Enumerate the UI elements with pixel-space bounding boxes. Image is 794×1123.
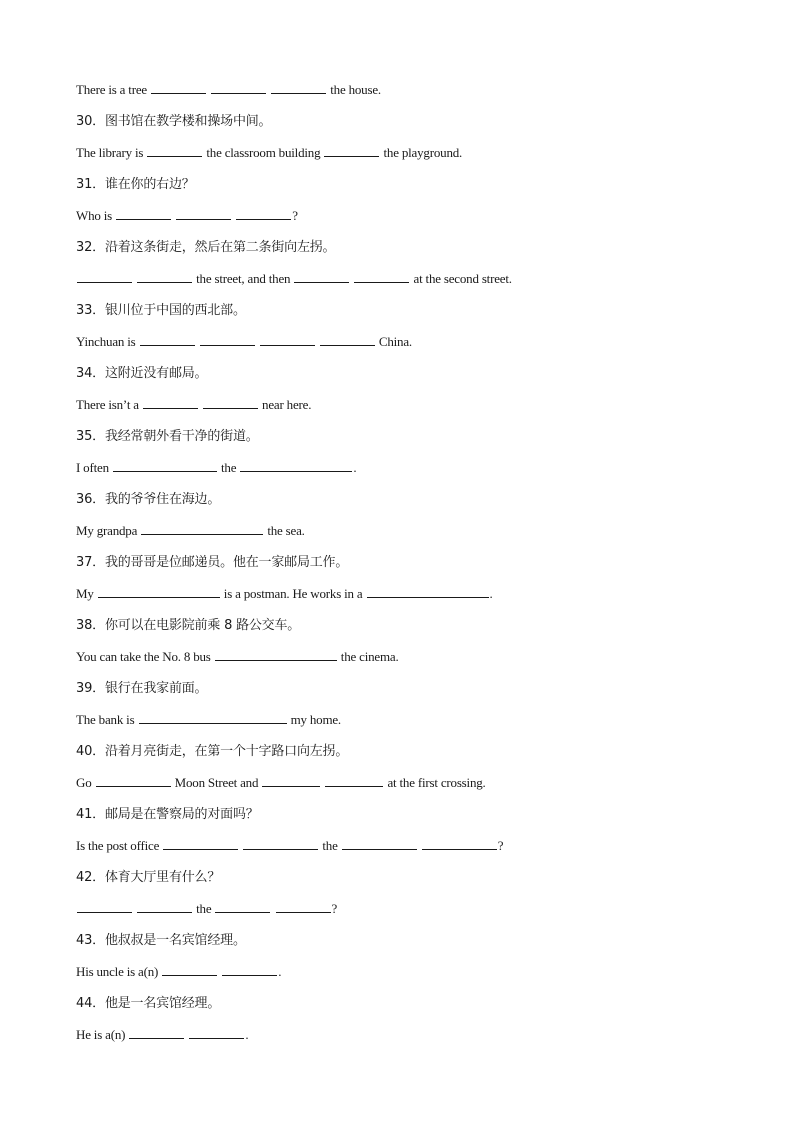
answer-blank[interactable] (271, 80, 326, 94)
answer-blank[interactable] (215, 647, 337, 661)
answer-blank[interactable] (324, 143, 379, 157)
text: Who is (76, 208, 112, 223)
answer-line-38 (76, 647, 736, 667)
text: You can take the No. 8 bus (76, 649, 211, 664)
text: near here. (262, 397, 312, 412)
text: His uncle is a(n) (76, 964, 159, 979)
answer-blank[interactable] (422, 836, 497, 850)
answer-blank[interactable] (129, 1025, 184, 1039)
text: at the first crossing. (387, 775, 486, 790)
question-43: 43．他叔叔是一名宾馆经理。 (76, 932, 246, 948)
question-42: 42．体育大厅里有什么？ (76, 869, 221, 885)
answer-blank[interactable] (342, 836, 417, 850)
text: the (322, 838, 338, 853)
answer-blank[interactable] (276, 899, 331, 913)
answer-blank[interactable] (113, 458, 217, 472)
question-32: 32．沿着这条街走，然后在第二条街向左拐。 (76, 239, 336, 255)
answer-line-39 (76, 710, 736, 730)
question-44: 44．他是一名宾馆经理。 (76, 995, 221, 1011)
answer-blank[interactable] (222, 962, 277, 976)
question-41: 41．邮局是在警察局的对面吗？ (76, 806, 259, 822)
text: the playground. (383, 145, 463, 160)
text: He is a(n) (76, 1027, 126, 1042)
text: I often (76, 460, 109, 475)
answer-line-29 (76, 80, 736, 100)
text: is a postman. He works in a (223, 586, 363, 601)
text: the (221, 460, 237, 475)
text: the (196, 901, 212, 916)
answer-blank[interactable] (325, 773, 383, 787)
text: My grandpa (76, 523, 138, 538)
question-34: 34．这附近没有邮局。 (76, 365, 208, 381)
answer-line-43 (76, 962, 736, 982)
text: ? (497, 838, 504, 853)
answer-blank[interactable] (137, 269, 192, 283)
answer-blank[interactable] (200, 332, 255, 346)
text: . (489, 586, 493, 601)
answer-blank[interactable] (77, 899, 132, 913)
text: my home. (290, 712, 341, 727)
text: the street, and then (196, 271, 291, 286)
answer-blank[interactable] (176, 206, 231, 220)
question-39: 39．银行在我家前面。 (76, 680, 208, 696)
question-33: 33．银川位于中国的西北部。 (76, 302, 246, 318)
answer-line-35 (76, 458, 736, 478)
text: The bank is (76, 712, 135, 727)
answer-blank[interactable] (139, 710, 287, 724)
question-30: 30．图书馆在教学楼和操场中间。 (76, 113, 272, 129)
question-36: 36．我的爷爷住在海边。 (76, 491, 221, 507)
answer-blank[interactable] (215, 899, 270, 913)
answer-blank[interactable] (143, 395, 198, 409)
answer-blank[interactable] (116, 206, 171, 220)
answer-line-31 (76, 206, 736, 226)
text: the house. (330, 82, 381, 97)
answer-blank[interactable] (240, 458, 352, 472)
answer-blank[interactable] (320, 332, 375, 346)
answer-blank[interactable] (189, 1025, 244, 1039)
answer-line-42 (76, 899, 736, 919)
answer-line-40 (76, 773, 736, 793)
answer-blank[interactable] (163, 836, 238, 850)
answer-blank[interactable] (137, 899, 192, 913)
answer-blank[interactable] (236, 206, 291, 220)
text: . (278, 964, 282, 979)
answer-blank[interactable] (211, 80, 266, 94)
text: My (76, 586, 94, 601)
text: Go (76, 775, 92, 790)
question-37: 37．我的哥哥是位邮递员。他在一家邮局工作。 (76, 554, 349, 570)
question-35: 35．我经常朝外看干净的街道。 (76, 428, 259, 444)
text: the sea. (267, 523, 305, 538)
answer-blank[interactable] (151, 80, 206, 94)
text: ? (331, 901, 338, 916)
answer-blank[interactable] (96, 773, 171, 787)
question-31: 31．谁在你的右边？ (76, 176, 195, 192)
answer-blank[interactable] (260, 332, 315, 346)
answer-line-44 (76, 1025, 736, 1045)
text: Moon Street and (174, 775, 259, 790)
text: the cinema. (340, 649, 399, 664)
answer-blank[interactable] (140, 332, 195, 346)
answer-line-32 (76, 269, 736, 289)
answer-line-30 (76, 143, 736, 163)
text: There is a tree (76, 82, 147, 97)
text: Is the post office (76, 838, 160, 853)
answer-line-37 (76, 584, 736, 604)
answer-blank[interactable] (77, 269, 132, 283)
text: the classroom building (206, 145, 321, 160)
answer-blank[interactable] (141, 521, 263, 535)
answer-line-36 (76, 521, 736, 541)
answer-line-33 (76, 332, 736, 352)
text: There isn’t a (76, 397, 139, 412)
text: Yinchuan is (76, 334, 136, 349)
worksheet-page (76, 80, 736, 1057)
text: The library is (76, 145, 144, 160)
answer-blank[interactable] (243, 836, 318, 850)
answer-blank[interactable] (147, 143, 202, 157)
text: . (245, 1027, 249, 1042)
answer-blank[interactable] (354, 269, 409, 283)
answer-blank[interactable] (162, 962, 217, 976)
question-40: 40．沿着月亮街走，在第一个十字路口向左拐。 (76, 743, 349, 759)
answer-blank[interactable] (262, 773, 320, 787)
answer-blank[interactable] (98, 584, 220, 598)
text: China. (378, 334, 412, 349)
answer-blank[interactable] (367, 584, 489, 598)
answer-blank[interactable] (294, 269, 349, 283)
answer-blank[interactable] (203, 395, 258, 409)
question-38: 38．你可以在电影院前乘 8 路公交车。 (76, 617, 301, 633)
text: ? (292, 208, 298, 223)
answer-line-41 (76, 836, 736, 856)
answer-line-34 (76, 395, 736, 415)
text: . (353, 460, 357, 475)
text: at the second street. (413, 271, 512, 286)
